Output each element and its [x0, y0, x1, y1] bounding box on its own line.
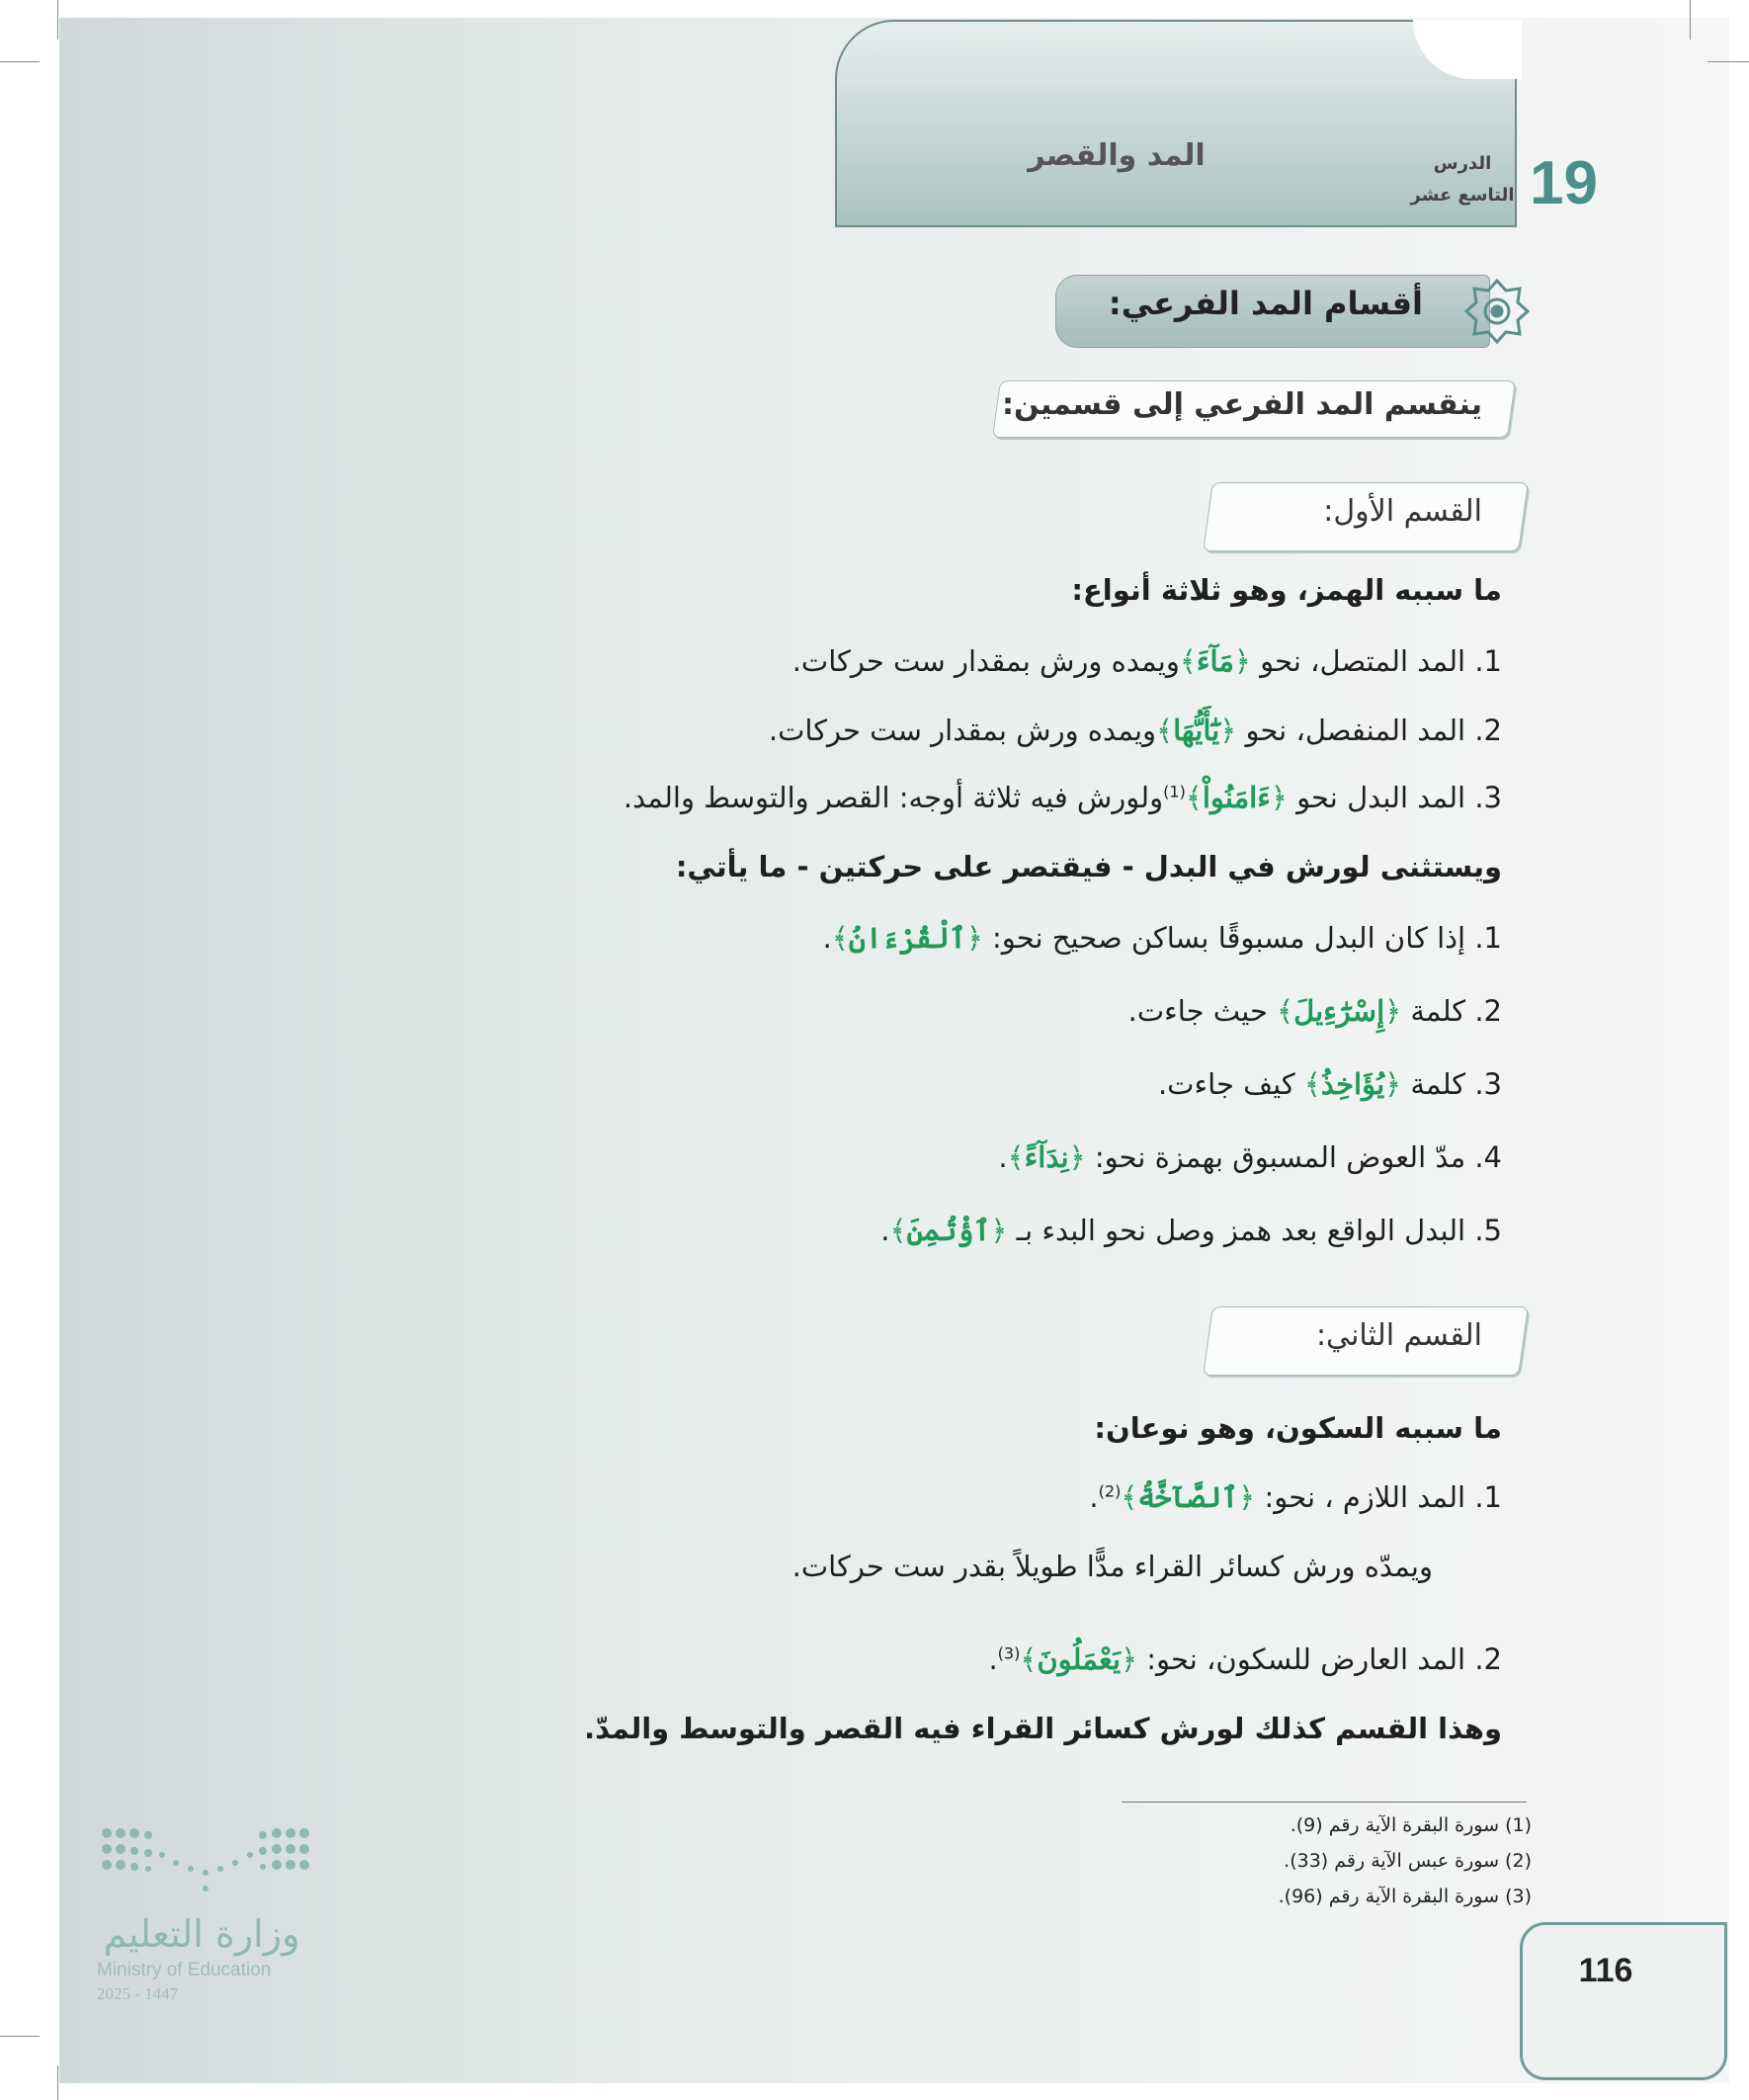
footnote: (3) سورة البقرة الآية رقم (96). — [1278, 1886, 1532, 1907]
crop-mark — [57, 0, 58, 40]
footnote: (1) سورة البقرة الآية رقم (9). — [1290, 1814, 1532, 1836]
exception-item: 1. إذا كان البدل مسبوقًا بساكن صحيح نحو: ﴿ٱلْقُرْءَانُ﴾. — [822, 921, 1502, 955]
page-number-box — [1520, 1922, 1727, 2080]
ministry-logo — [97, 1823, 314, 1902]
crop-mark — [0, 61, 40, 62]
crop-mark — [1690, 0, 1691, 40]
footnote: (2) سورة عبس الآية رقم (33). — [1284, 1850, 1532, 1872]
lesson-title: المد والقصر — [1028, 138, 1206, 173]
list-item: 1. المد اللازم ، نحو: ﴿ٱلصَّآخَّةُ﴾$^{(2)}$. — [1089, 1480, 1502, 1514]
part1-title: القسم الأول: — [1323, 494, 1482, 529]
list-item: 1. المد المتصل، نحو ﴿مَآءَ﴾ويمده ورش بمقدار ست حركات. — [791, 644, 1502, 678]
ministry-year: 2025 - 1447 — [97, 1984, 179, 2003]
conclusion: وهذا القسم كذلك لورش كسائر القراء فيه القصر والتوسط والمدّ. — [584, 1712, 1502, 1745]
ministry-name-arabic: وزارة التعليم — [103, 1912, 300, 1956]
part1-subtitle: ما سببه الهمز، وهو ثلاثة أنواع: — [1071, 573, 1502, 607]
list-item: 3. المد البدل نحو ﴿ءَامَنُواْ﴾$^{(1)}$ولورش فيه ثلاثة أوجه: القصر والتوسط والمد. — [623, 781, 1502, 814]
crop-mark — [1707, 61, 1749, 62]
exception-item: 5. البدل الواقع بعد همز وصل نحو البدء بـ ﴿ٱؤْتُمِنَ﴾. — [880, 1214, 1502, 1247]
section-title: أقسام المد الفرعي: — [1108, 285, 1423, 322]
ministry-name-english: Ministry of Education — [97, 1960, 272, 1980]
exception-item: 2. كلمة ﴿إِسْرَٰٓءِيلَ﴾ حيث جاءت. — [1127, 994, 1502, 1028]
lesson-number: 19 — [1530, 149, 1598, 217]
exception-item: 4. مدّ العوض المسبوق بهمزة نحو: ﴿نِدَآءً﴾. — [998, 1140, 1502, 1174]
intro-text: ينقسم المد الفرعي إلى قسمين: — [1002, 387, 1482, 422]
crop-mark — [57, 2065, 58, 2100]
list-item: 2. المد العارض للسكون، نحو: ﴿يَعْمَلُونَ﴾$^{(3)}$. — [988, 1642, 1502, 1676]
exceptions-title: ويستثنى لورش في البدل - فيقتصر على حركتين - ما يأتي: — [675, 850, 1502, 883]
item-note: ويمدّه ورش كسائر القراء مدًّا طويلاً بقدر ست حركات. — [791, 1550, 1433, 1583]
list-item: 2. المد المنفصل، نحو ﴿يَٰٓأَيُّهَا﴾ويمده ورش بمقدار ست حركات. — [768, 714, 1502, 747]
exception-item: 3. كلمة ﴿يُؤَاخِذُ﴾ كيف جاءت. — [1157, 1067, 1502, 1101]
part2-title: القسم الثاني: — [1315, 1318, 1482, 1353]
footnote-divider — [1122, 1802, 1527, 1803]
lesson-label: الدرس التاسع عشر — [1410, 153, 1515, 206]
page-number: 116 — [1578, 1952, 1633, 1989]
part2-subtitle: ما سببه السكون، وهو نوعان: — [1094, 1411, 1502, 1445]
crop-mark — [0, 2036, 40, 2037]
rosette-icon — [1462, 277, 1532, 346]
